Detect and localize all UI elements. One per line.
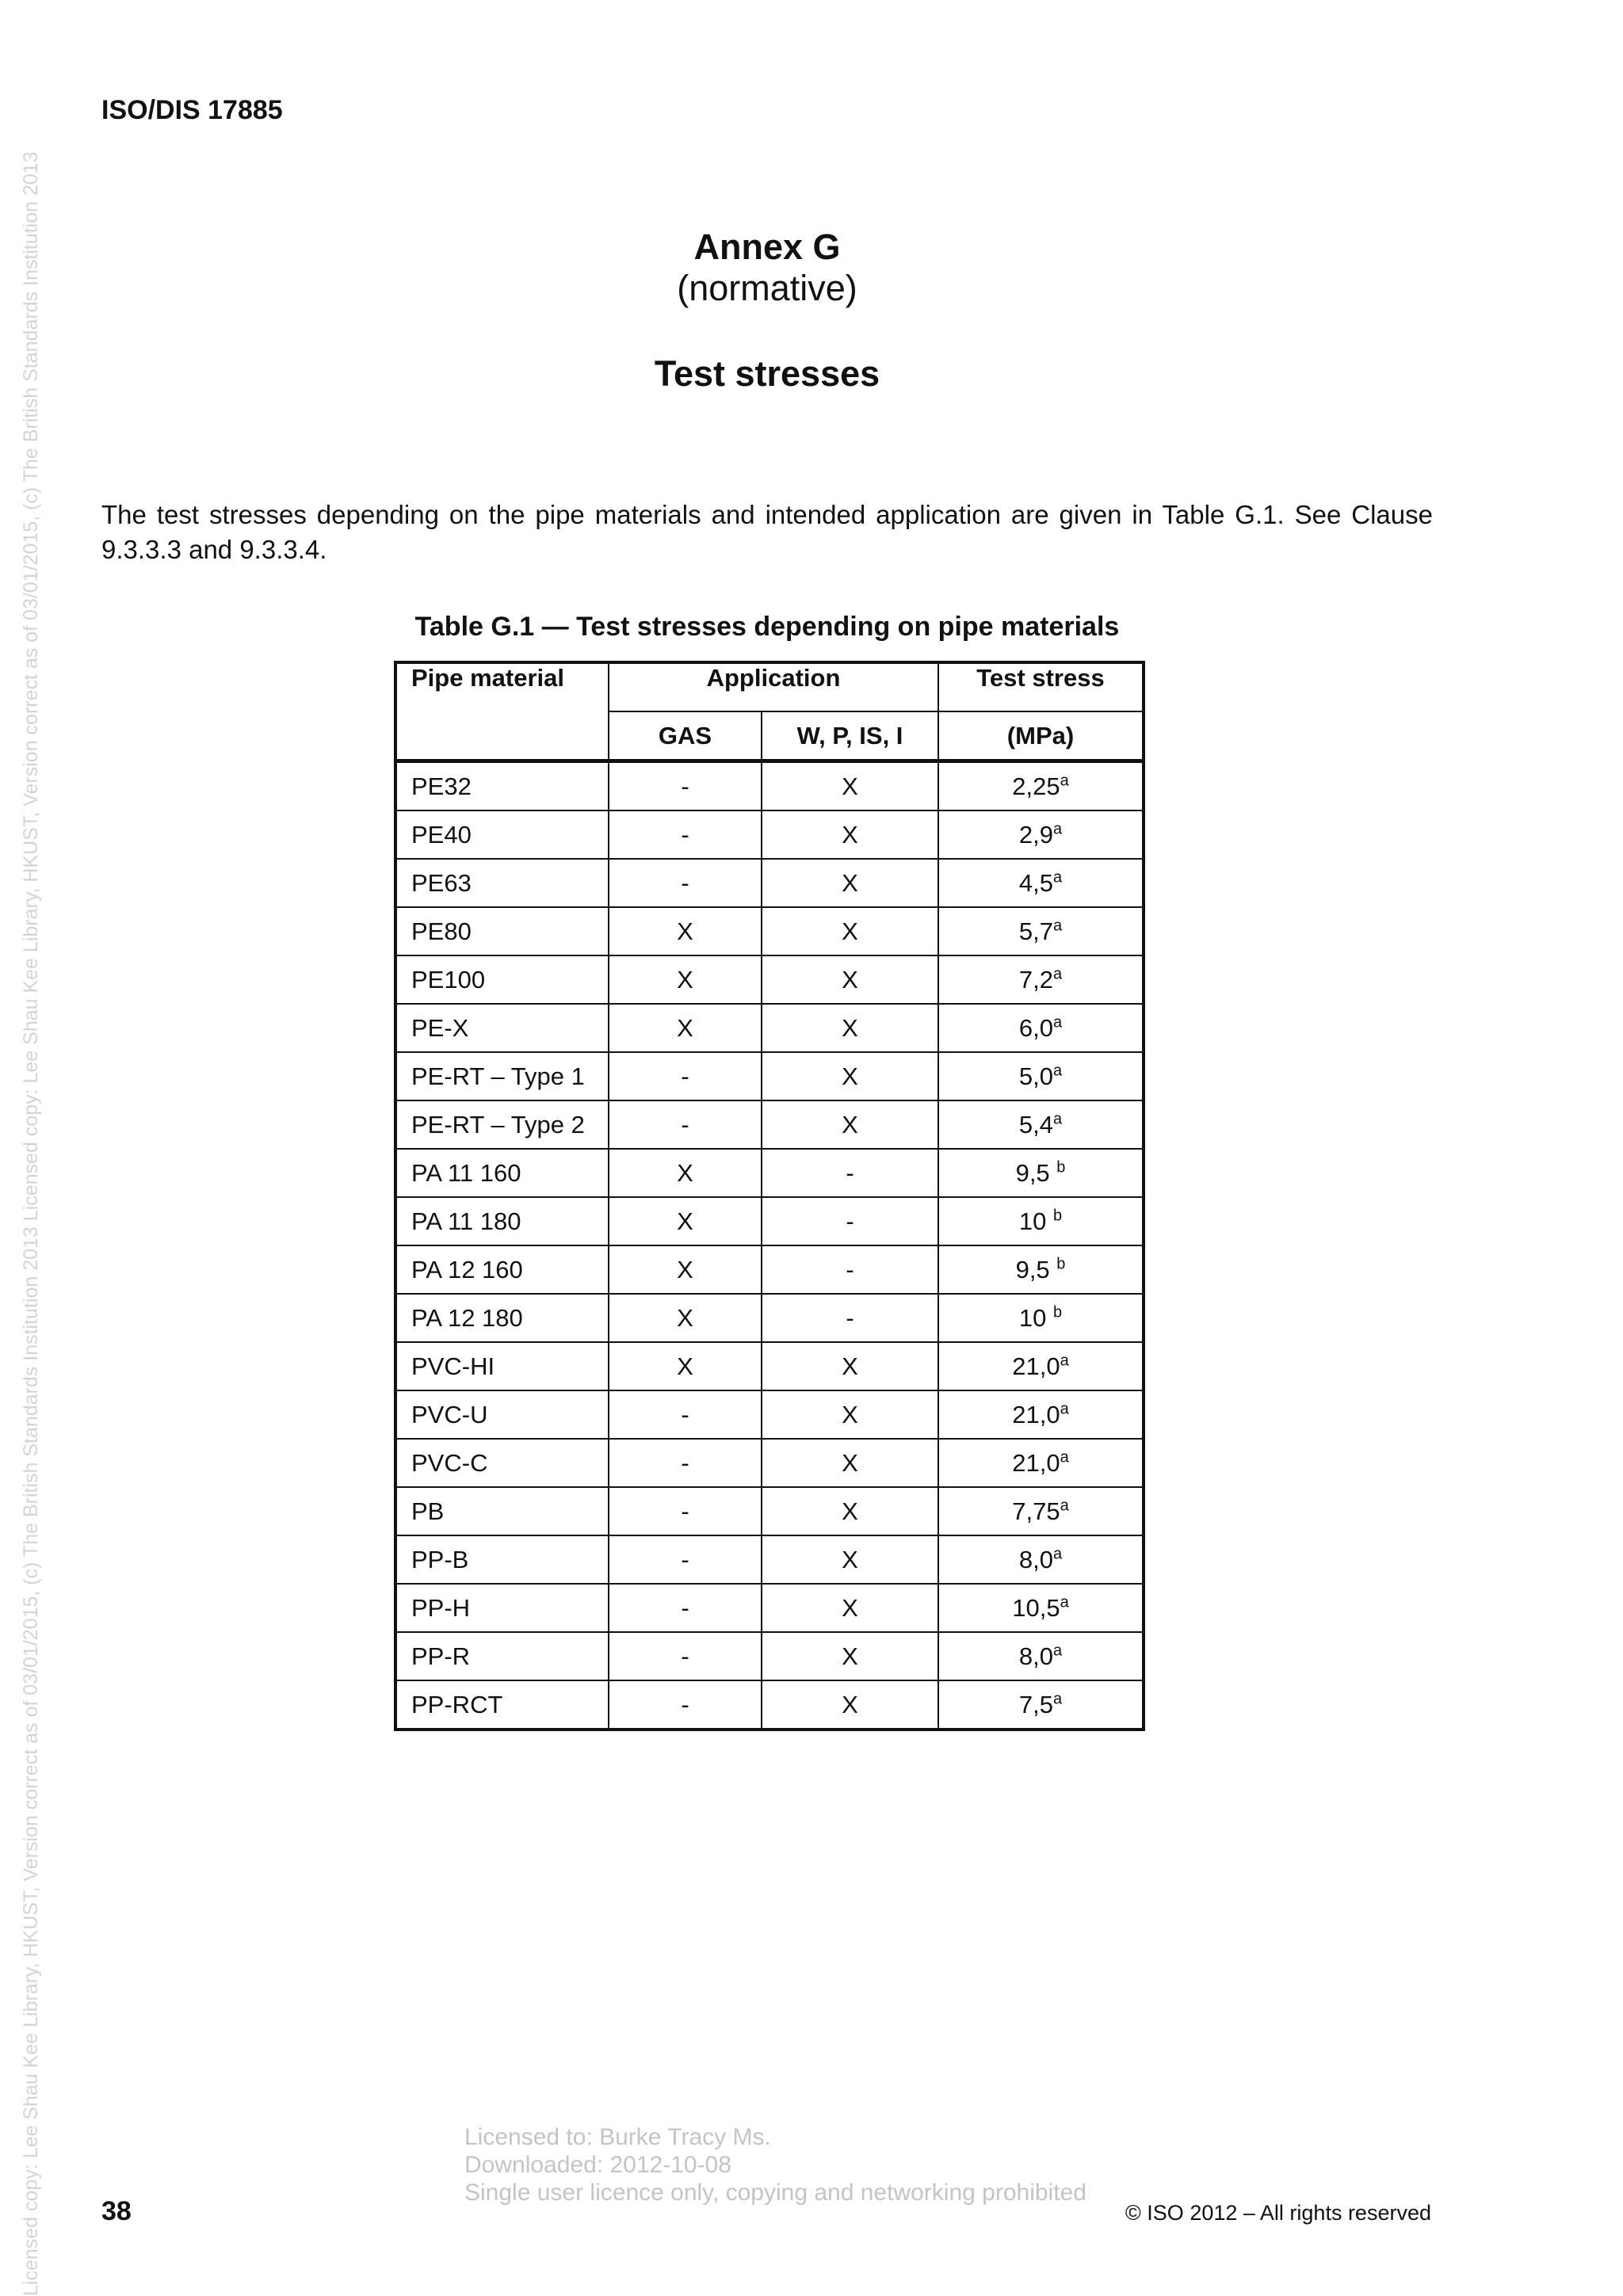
section-title: Test stresses: [654, 353, 880, 394]
table-row: [396, 761, 1143, 811]
page-number: 38: [101, 2196, 132, 2226]
annex-title: Annex G: [693, 227, 841, 267]
cell-gas: X: [609, 1149, 762, 1197]
footnote-marker: a: [1052, 868, 1063, 887]
footnote-marker: b: [1056, 1158, 1066, 1177]
cell-test-stress: [938, 1342, 1143, 1390]
cell-pipe-material: PA 11 180: [396, 1197, 609, 1245]
cell-gas: -: [609, 761, 762, 811]
cell-gas: -: [609, 1680, 762, 1729]
cell-pipe-material: PE-RT – Type 2: [396, 1100, 609, 1149]
footnote-marker: a: [1052, 1062, 1063, 1080]
footnote-marker: a: [1060, 1593, 1069, 1611]
cell-gas: X: [609, 955, 762, 1004]
table-row: [396, 1100, 1143, 1149]
cell-pipe-material: PE-RT – Type 1: [396, 1052, 609, 1100]
cell-test-stress: [938, 761, 1143, 811]
test-stress-value: 9,5: [1015, 1255, 1057, 1283]
test-stress-value: 10: [1018, 1207, 1053, 1235]
test-stress-value: 10,5: [1012, 1593, 1060, 1622]
table-row: [396, 1390, 1143, 1439]
table-body: [396, 761, 1143, 1730]
cell-test-stress: [938, 1245, 1143, 1294]
table-row: [396, 1197, 1143, 1245]
cell-pipe-material: PE32: [396, 761, 609, 811]
cell-pipe-material: PB: [396, 1487, 609, 1535]
table-row: [396, 1342, 1143, 1390]
cell-pipe-material: PVC-HI: [396, 1342, 609, 1390]
cell-w-p-is-i: X: [762, 1584, 938, 1632]
cell-pipe-material: PP-RCT: [396, 1680, 609, 1729]
cell-w-p-is-i: -: [762, 1294, 938, 1342]
cell-pipe-material: PA 12 160: [396, 1245, 609, 1294]
table-row: [396, 1294, 1143, 1342]
table-row: [396, 955, 1143, 1004]
test-stress-value: 2,25: [1012, 772, 1060, 800]
footnote-marker: b: [1052, 1303, 1063, 1322]
test-stress-value: 6,0: [1018, 1013, 1053, 1042]
cell-pipe-material: PA 12 180: [396, 1294, 609, 1342]
cell-test-stress: [938, 955, 1143, 1004]
cell-test-stress: [938, 1390, 1143, 1439]
test-stress-value: 2,9: [1018, 820, 1053, 849]
cell-test-stress: [938, 1439, 1143, 1487]
cell-gas: -: [609, 1535, 762, 1584]
test-stress-value: 21,0: [1012, 1352, 1060, 1380]
cell-test-stress: [938, 1197, 1143, 1245]
cell-pipe-material: PE-X: [396, 1004, 609, 1052]
document-id: ISO/DIS 17885: [101, 95, 283, 125]
cell-test-stress: [938, 1632, 1143, 1680]
cell-w-p-is-i: X: [762, 1680, 938, 1729]
table-row: [396, 1439, 1143, 1487]
cell-w-p-is-i: X: [762, 859, 938, 907]
footnote-marker: a: [1052, 1545, 1063, 1563]
cell-test-stress: [938, 1584, 1143, 1632]
cell-pipe-material: PE63: [396, 859, 609, 907]
cell-w-p-is-i: -: [762, 1245, 938, 1294]
cell-gas: X: [609, 1004, 762, 1052]
test-stress-value: 5,4: [1018, 1110, 1053, 1138]
licence-line-1: Licensed to: Burke Tracy Ms.: [464, 2124, 771, 2150]
cell-test-stress: [938, 1535, 1143, 1584]
cell-pipe-material: PE100: [396, 955, 609, 1004]
cell-gas: -: [609, 1439, 762, 1487]
cell-gas: X: [609, 1294, 762, 1342]
cell-pipe-material: PVC-U: [396, 1390, 609, 1439]
cell-test-stress: [938, 810, 1143, 859]
footnote-marker: a: [1052, 1690, 1063, 1708]
test-stress-value: 8,0: [1018, 1545, 1053, 1573]
licence-notice: [464, 2123, 1086, 2206]
cell-gas: -: [609, 1584, 762, 1632]
cell-gas: -: [609, 1100, 762, 1149]
table-row: [396, 1149, 1143, 1197]
cell-w-p-is-i: X: [762, 1004, 938, 1052]
test-stress-value: 9,5: [1015, 1158, 1057, 1187]
licence-line-3: Single user licence only, copying and networking prohibited: [464, 2180, 1086, 2206]
cell-w-p-is-i: -: [762, 1149, 938, 1197]
cell-w-p-is-i: X: [762, 955, 938, 1004]
table-row: [396, 810, 1143, 859]
footnote-marker: b: [1056, 1255, 1066, 1273]
cell-gas: X: [609, 907, 762, 955]
cell-pipe-material: PP-B: [396, 1535, 609, 1584]
table-row: [396, 859, 1143, 907]
cell-test-stress: [938, 1487, 1143, 1535]
table-row: [396, 1680, 1143, 1729]
cell-gas: X: [609, 1342, 762, 1390]
footnote-marker: a: [1052, 1110, 1063, 1128]
test-stresses-table: [395, 662, 1144, 1730]
cell-pipe-material: PE40: [396, 810, 609, 859]
table-row: [396, 1245, 1143, 1294]
table-row: [396, 1052, 1143, 1100]
cell-gas: X: [609, 1245, 762, 1294]
cell-w-p-is-i: X: [762, 1052, 938, 1100]
cell-w-p-is-i: X: [762, 907, 938, 955]
cell-w-p-is-i: X: [762, 1632, 938, 1680]
cell-w-p-is-i: -: [762, 1197, 938, 1245]
header-application: Application: [609, 663, 938, 711]
cell-pipe-material: PE80: [396, 907, 609, 955]
header-pipe-material: Pipe material: [396, 663, 609, 761]
cell-test-stress: [938, 859, 1143, 907]
cell-gas: X: [609, 1197, 762, 1245]
side-licence-watermark: Licensed copy: Lee Shau Kee Library, HKUST, Version correct as of 03/01/2015, (c) The British Standards Institution 2013 Licensed copy: Lee Shau Kee Library, HKUST, Version correct as of 03/01/2015, (c) The British Standards Institution 2013: [20, 151, 42, 2296]
cell-test-stress: [938, 1680, 1143, 1729]
cell-w-p-is-i: X: [762, 1487, 938, 1535]
test-stress-value: 10: [1018, 1303, 1053, 1332]
test-stress-value: 21,0: [1012, 1448, 1060, 1477]
test-stress-value: 8,0: [1018, 1642, 1053, 1670]
cell-test-stress: [938, 907, 1143, 955]
cell-gas: -: [609, 1487, 762, 1535]
cell-w-p-is-i: X: [762, 1100, 938, 1149]
cell-w-p-is-i: X: [762, 1535, 938, 1584]
test-stress-value: 7,2: [1018, 965, 1053, 994]
footnote-marker: a: [1052, 1642, 1063, 1660]
cell-test-stress: [938, 1149, 1143, 1197]
test-stress-value: 21,0: [1012, 1400, 1060, 1428]
table-header-row: [396, 663, 1143, 711]
cell-gas: -: [609, 1052, 762, 1100]
licence-line-2: Downloaded: 2012-10-08: [464, 2152, 731, 2178]
table-row: [396, 1535, 1143, 1584]
cell-test-stress: [938, 1052, 1143, 1100]
header-unit: (MPa): [938, 711, 1143, 761]
cell-w-p-is-i: X: [762, 810, 938, 859]
footnote-marker: a: [1060, 1400, 1069, 1418]
test-stress-value: 7,5: [1018, 1690, 1053, 1718]
test-stress-value: 5,7: [1018, 917, 1053, 945]
header-gas: GAS: [609, 711, 762, 761]
copyright-notice: © ISO 2012 – All rights reserved: [1125, 2201, 1431, 2225]
cell-w-p-is-i: X: [762, 1439, 938, 1487]
annex-subtitle: (normative): [677, 268, 857, 308]
test-stress-value: 4,5: [1018, 868, 1053, 897]
cell-pipe-material: PP-H: [396, 1584, 609, 1632]
table-row: [396, 1004, 1143, 1052]
test-stress-value: 5,0: [1018, 1062, 1053, 1090]
intro-paragraph: The test stresses depending on the pipe materials and intended application are given in Table G.1. See Clause 9.3.3.3 and 9.3.3.4.: [101, 500, 1433, 564]
footnote-marker: a: [1060, 1448, 1069, 1466]
cell-w-p-is-i: X: [762, 761, 938, 811]
footnote-marker: a: [1052, 820, 1063, 838]
cell-test-stress: [938, 1294, 1143, 1342]
footnote-marker: a: [1052, 965, 1063, 983]
footnote-marker: a: [1052, 1013, 1063, 1032]
table-row: [396, 1632, 1143, 1680]
cell-pipe-material: PVC-C: [396, 1439, 609, 1487]
cell-gas: -: [609, 810, 762, 859]
cell-gas: -: [609, 859, 762, 907]
footnote-marker: a: [1052, 917, 1063, 935]
footnote-marker: b: [1052, 1207, 1063, 1225]
header-test-stress: Test stress: [938, 663, 1143, 711]
table-row: [396, 1487, 1143, 1535]
table-caption: Table G.1 — Test stresses depending on pipe materials: [414, 612, 1120, 642]
test-stress-value: 7,75: [1012, 1497, 1060, 1525]
cell-pipe-material: PP-R: [396, 1632, 609, 1680]
header-w-p-is-i: W, P, IS, I: [762, 711, 938, 761]
cell-w-p-is-i: X: [762, 1390, 938, 1439]
cell-w-p-is-i: X: [762, 1342, 938, 1390]
table-row: [396, 1584, 1143, 1632]
table-row: [396, 907, 1143, 955]
cell-gas: -: [609, 1390, 762, 1439]
cell-test-stress: [938, 1004, 1143, 1052]
footnote-marker: a: [1060, 1352, 1069, 1370]
cell-pipe-material: PA 11 160: [396, 1149, 609, 1197]
footnote-marker: a: [1060, 772, 1069, 790]
cell-gas: -: [609, 1632, 762, 1680]
cell-test-stress: [938, 1100, 1143, 1149]
footnote-marker: a: [1060, 1497, 1069, 1515]
